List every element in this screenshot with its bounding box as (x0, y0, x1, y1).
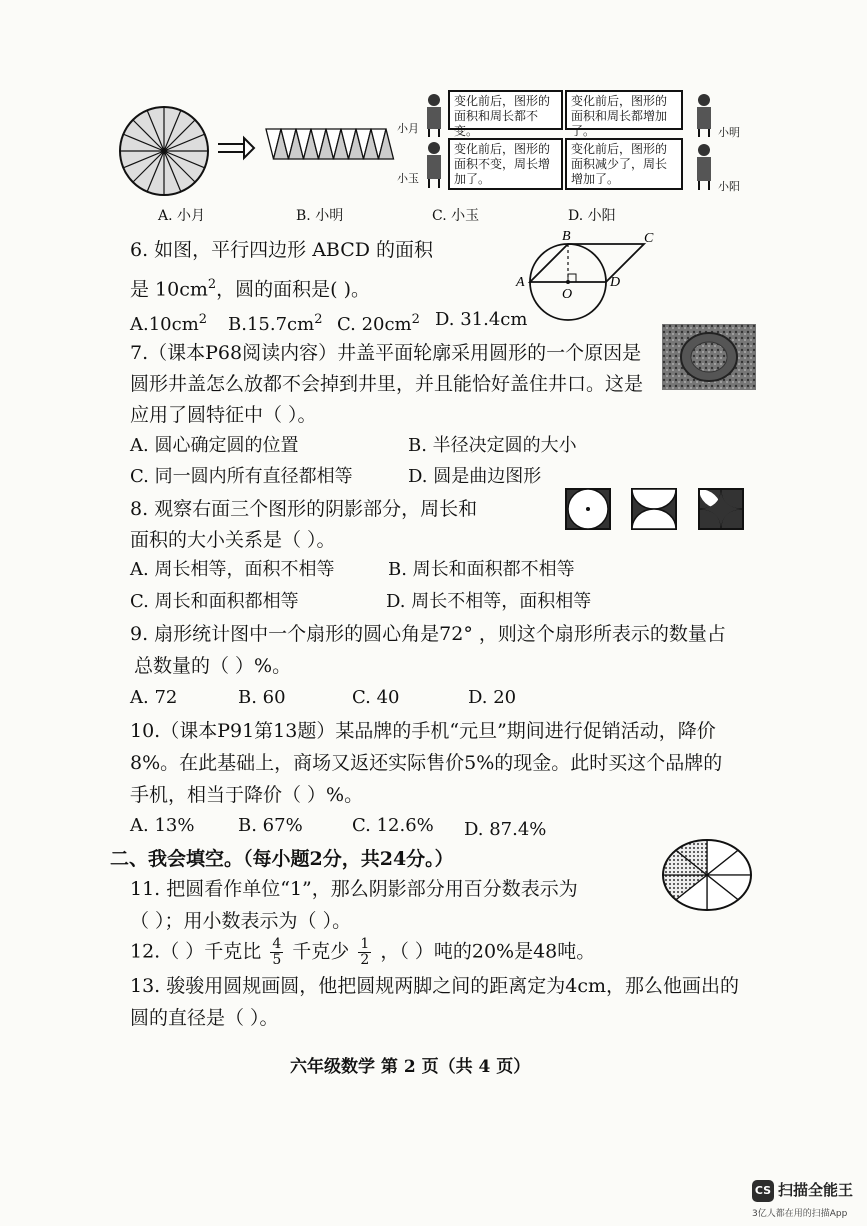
q8-stem-line2: 面积的大小关系是（ ）。 (130, 529, 336, 551)
label-d: D (610, 275, 621, 290)
person-xiaoming-icon (690, 92, 718, 137)
q12-stem: 12.（ ）千克比 $\frac{4}{5}$ 千克少 $\frac{1}{2}$ ，（ ）吨的20%是48吨。 (130, 936, 596, 968)
camscanner-logo-icon: CS (752, 1180, 774, 1202)
q11-stem-line1: 11. 把圆看作单位“1”，那么阴影部分用百分数表示为 (130, 878, 578, 900)
q6-stem-line1: 6. 如图，平行四边形 ABCD 的面积 (130, 239, 434, 261)
q8-option-d[interactable]: D. 周长不相等，面积相等 (386, 591, 592, 612)
q5-option-b[interactable]: B. 小明 (296, 208, 344, 224)
q13-stem-line2: 圆的直径是（ ）。 (130, 1007, 279, 1029)
shaded-figure-1 (565, 488, 611, 530)
q10-option-a[interactable]: A. 13% (130, 815, 195, 836)
q7-stem-line2: 圆形井盖怎么放都不会掉到井里，并且能恰好盖住井口。这是 (130, 373, 644, 395)
speech-bubble-xiaoyue: 变化前后，图形的面积和周长都不变。 (448, 90, 563, 130)
shaded-figure-3 (698, 488, 744, 530)
q10-option-c[interactable]: C. 12.6% (352, 815, 434, 836)
q7-option-a[interactable]: A. 圆心确定圆的位置 (130, 435, 299, 456)
speech-bubble-xiaoyu: 变化前后，图形的面积不变，周长增加了。 (448, 138, 563, 190)
speaker-name-xiaoyang: 小阳 (718, 180, 740, 193)
q13-stem-line1: 13. 骏骏用圆规画圆，他把圆规两脚之间的距离定为4cm，那么他画出的 (130, 975, 740, 997)
speaker-name-xiaoyue: 小月 (397, 122, 419, 135)
fraction-one-half: $\frac{1}{2}$ (360, 936, 370, 968)
section-2-title: 二、我会填空。（每小题2分，共24分。） (110, 848, 454, 870)
q10-stem-line2: 8%。在此基础上，商场又返还实际售价5%的现金。此时买这个品牌的 (130, 752, 723, 774)
q9-option-c[interactable]: C. 40 (352, 687, 400, 708)
label-o: O (562, 287, 573, 302)
shaded-figure-2 (631, 488, 677, 530)
q6-option-b[interactable]: $B.15.7cm^2$ (228, 312, 323, 335)
watermark-subtitle: 3亿人都在用的扫描App (752, 1209, 848, 1219)
fraction-four-fifths: $\frac{4}{5}$ (272, 936, 282, 968)
q11-stem-line2: （ ）；用小数表示为（ ）。 (130, 910, 352, 932)
q8-option-a[interactable]: A. 周长相等，面积不相等 (130, 559, 335, 580)
q9-stem-line1: 9. 扇形统计图中一个扇形的圆心角是72° ，则这个扇形所表示的数量占 (130, 623, 726, 645)
q10-option-b[interactable]: B. 67% (238, 815, 303, 836)
label-a: A (516, 275, 525, 290)
label-c: C (644, 231, 654, 246)
shaded-circle-figure (660, 838, 754, 912)
q10-stem-line3: 手机，相当于降价（ ）%。 (130, 784, 364, 806)
manhole-cover-photo (662, 324, 756, 390)
q8-option-b[interactable]: B. 周长和面积都不相等 (388, 559, 575, 580)
page-footer: 六年级数学 第 2 页（共 4 页） (290, 1057, 531, 1077)
person-xiaoyue-icon (420, 92, 448, 137)
q6-option-a[interactable]: $A.10cm^2$ (130, 312, 208, 335)
circle-sectors-figure (118, 105, 210, 197)
q7-stem-line3: 应用了圆特征中（ ）。 (130, 404, 317, 426)
q5-option-d[interactable]: D. 小阳 (568, 208, 616, 224)
q10-option-d[interactable]: D. 87.4% (464, 819, 547, 840)
watermark-title: 扫描全能王 (778, 1181, 854, 1199)
speaker-name-xiaoming: 小明 (718, 126, 740, 139)
q7-option-c[interactable]: C. 同一圆内所有直径都相等 (130, 466, 353, 487)
q7-stem-line1: 7.（课本P68阅读内容）井盖平面轮廓采用圆形的一个原因是 (130, 342, 642, 364)
q9-option-a[interactable]: A. 72 (130, 687, 178, 708)
speaker-name-xiaoyu: 小玉 (397, 172, 419, 185)
q7-option-b[interactable]: B. 半径决定圆的大小 (408, 435, 577, 456)
q7-option-d[interactable]: D. 圆是曲边图形 (408, 466, 542, 487)
q10-stem-line1: 10.（课本P91第13题）某品牌的手机“元旦”期间进行促销活动，降价 (130, 720, 716, 742)
q6-option-c[interactable]: C. $20cm^2$ (337, 312, 420, 335)
rearranged-strip-figure (262, 125, 392, 163)
arrow-icon (216, 136, 256, 160)
q9-option-b[interactable]: B. 60 (238, 687, 286, 708)
person-xiaoyu-icon (420, 140, 448, 188)
q9-option-d[interactable]: D. 20 (468, 687, 517, 708)
q9-stem-line2: 总数量的（ ）%。 (134, 655, 292, 677)
parallelogram-circle-figure (512, 226, 662, 326)
speech-bubble-xiaoyang: 变化前后，图形的面积减少了，周长增加了。 (565, 138, 683, 190)
person-xiaoyang-icon (690, 142, 718, 190)
q8-option-c[interactable]: C. 周长和面积都相等 (130, 591, 299, 612)
q6-option-d[interactable]: D. 31.4cm (435, 309, 528, 330)
q8-stem-line1: 8. 观察右面三个图形的阴影部分，周长和 (130, 498, 478, 520)
label-b: B (562, 229, 571, 244)
q6-stem-line2: 是 $10cm^2$，圆的面积是( )。 (130, 277, 371, 301)
q5-option-c[interactable]: C. 小玉 (432, 208, 480, 224)
speech-bubble-xiaoming: 变化前后，图形的面积和周长都增加了。 (565, 90, 683, 130)
q5-option-a[interactable]: A. 小月 (158, 208, 206, 224)
